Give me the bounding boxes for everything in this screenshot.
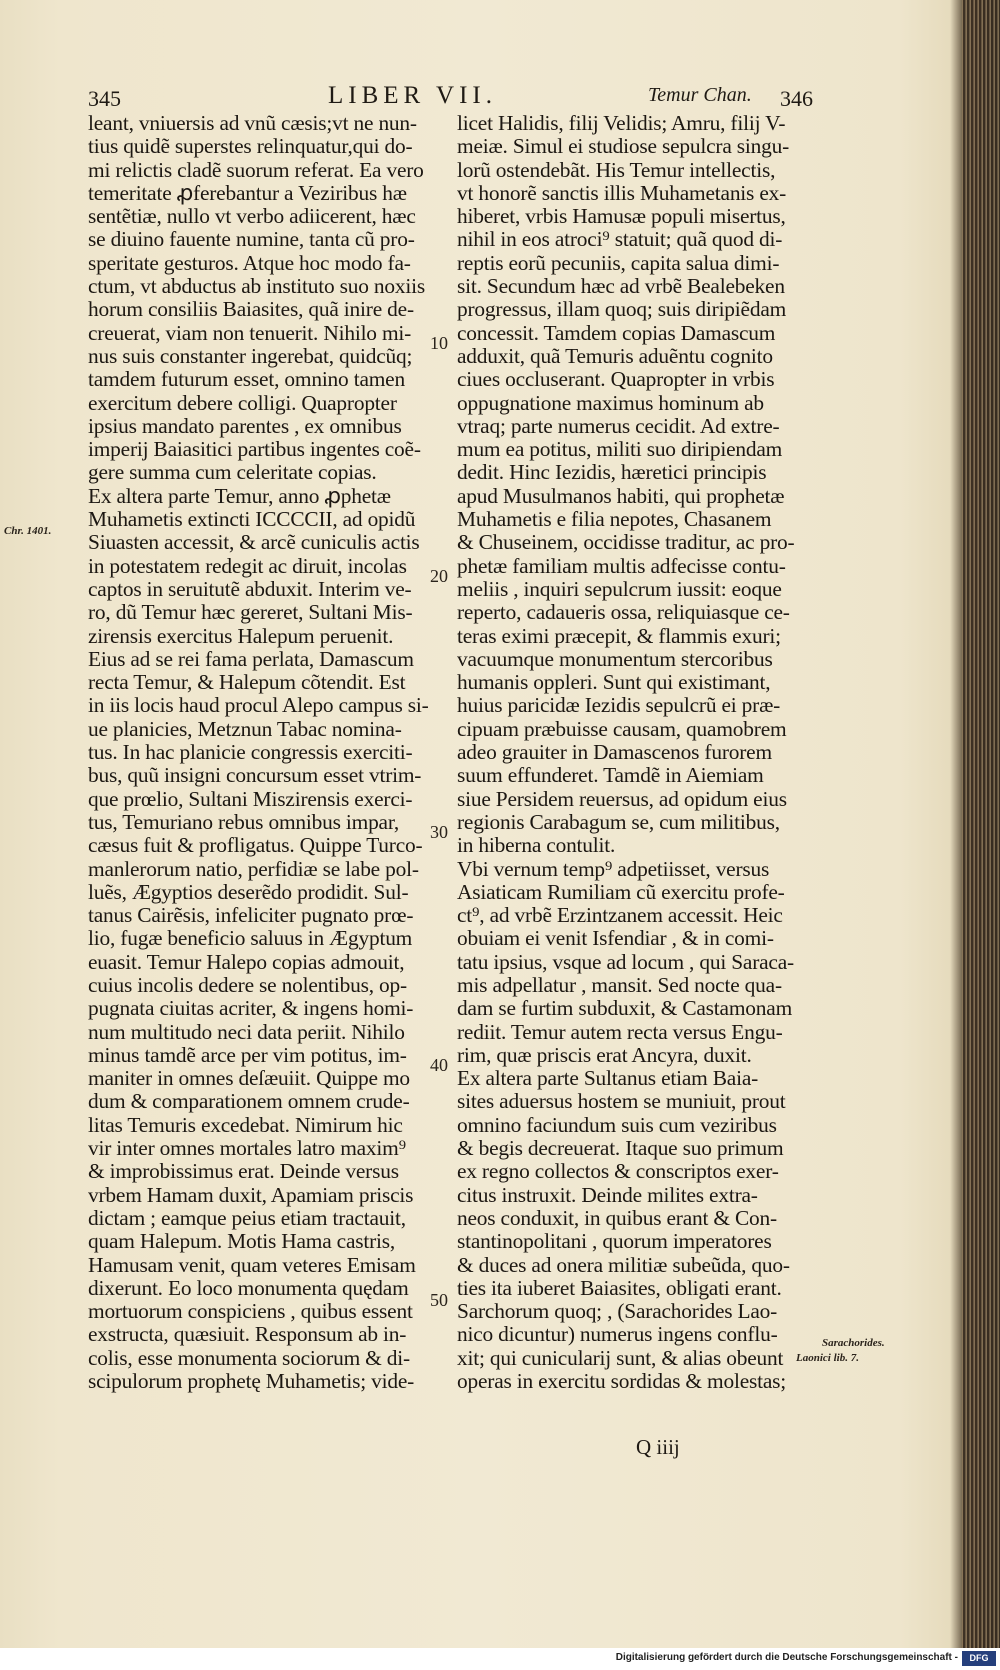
right-page-number: 346 [780,86,813,111]
text-line: & Chuseinem, occidisse traditur, ac pro- [457,530,795,555]
text-line: ties ita iuberet Baiasites, obligati erant. [457,1275,782,1300]
text-line: vt honorẽ sanctis illis Muhametanis ex- [457,180,787,205]
text-line: mis adpellatur , mansit. Sed nocte qua- [457,972,782,997]
text-line: meliis , inquiri sepulcrum iussit: eoque [457,576,782,601]
text-line: apud Musulmanos habiti, qui prophetæ [457,483,785,508]
text-line: citus instruxit. Deinde milites extra- [457,1182,758,1207]
margin-reference-line1: Sarachorides. [822,1337,885,1349]
text-line: neos conduxit, in quibus erant & Con- [457,1205,777,1230]
book-page-edges [962,0,1000,1648]
text-line: ipsius mandato parentes , ex omnibus [88,413,402,438]
signature-mark: Q iiij [636,1435,680,1459]
left-page-number: 345 [88,86,121,111]
text-line: regionis Carabagum se, cum militibus, [457,809,780,834]
text-line: Ex altera parte Sultanus etiam Baia- [457,1066,759,1091]
text-line: tanus Cairẽsis, infeliciter pugnato prœ- [88,903,414,928]
text-line: Sarchorum quoq; , (Sarachorides Lao- [457,1299,778,1324]
text-line: ro, dũ Temur hæc gereret, Sultani Mis- [88,600,413,625]
text-line: omnino faciundum suis cum veziribus [457,1112,777,1137]
text-line: maniter in omnes deſæuiit. Quippe mo [88,1066,410,1091]
text-line: vacuumque monumentum stercoribus [457,646,773,671]
text-line: in hiberna contulit. [457,833,616,858]
text-line: rim, quæ priscis erat Ancyra, duxit. [457,1042,752,1067]
text-line: exstructa, quæsiuit. Responsum ab in- [88,1322,407,1347]
text-line: Eius ad se rei fama perlata, Damascum [88,646,414,671]
text-line: dictam ; eamque peius etiam tractauit, [88,1205,406,1230]
text-line: in potestatem redegit ac diruit, incolas [88,553,407,578]
gutter-line-number: 10 [430,333,448,353]
margin-reference-line2: Laonici lib. 7. [796,1352,859,1364]
text-line: tatu ipsius, vsque ad locum , qui Saraca- [457,949,794,974]
text-line: euasit. Temur Halepo copias admouit, [88,949,405,974]
text-line: reperto, cadaueris ossa, reliquiasque ce- [457,600,790,625]
text-line: colis, esse monumenta sociorum & di- [88,1345,410,1370]
text-line: leant, vniuersis ad vnũ cæsis;vt ne nun- [88,111,417,135]
text-line: nus suis constanter ingerebat, quidcũq; [88,343,413,368]
text-line: speritate gesturos. Atque hoc modo fa- [88,250,411,275]
text-line: ex regno collectos & conscriptos exer- [457,1159,779,1184]
text-line: imperij Baiasitici partibus ingentes coẽ- [88,437,421,462]
text-line: Muhametis e filia nepotes, Chasanem [457,507,772,532]
text-line: in iis locis haud procul Alepo campus si- [88,693,429,718]
text-line: rediit. Temur autem recta versus Engu- [457,1019,783,1044]
text-line: mi relictis cladẽ suorum referat. Ea vero [88,157,424,182]
text-line: dedit. Hinc Iezidis, hæretici principis [457,460,767,485]
text-line: teras eximi præcepit, & flammis exuri; [457,623,781,648]
text-line: operas in exercitu sordidas & molestas; [457,1369,787,1394]
text-line: lorũ ostendebãt. His Temur intellectis, [457,157,776,182]
text-line: cæsus fuit & profligatus. Quippe Turco- [88,833,423,858]
text-line: siue Persidem reuersus, ad opidum eius [457,786,787,811]
footer-bar [0,1648,1000,1670]
text-line: obuiam ei venit Isfendiar , & in comi- [457,926,774,951]
text-line: quam Halepum. Motis Hama castris, [88,1229,396,1254]
text-line: bus, quũ insigni concursum esset vtrim- [88,763,422,788]
text-line: Asiaticam Rumiliam cũ exercitu profe- [457,879,785,904]
text-line: Hamusam venit, quam veteres Emisam [88,1252,416,1277]
text-line: xit; qui cunicularij sunt, & alias obeunt [457,1345,784,1370]
text-line: dixerunt. Eo loco monumenta quędam [88,1275,409,1300]
text-line: reptis eorũ pecuniis, capita salua dimi- [457,250,780,275]
text-line: phetæ familiam multis adfecisse contu- [457,553,786,578]
text-line: nihil in eos atroci⁹ statuit; quã quod di- [457,227,783,252]
text-line: & begis decreuerat. Itaque suo primum [457,1136,784,1161]
text-line: hiberet, vrbis Hamusæ populi misertus, [457,204,786,229]
left-text-column [88,111,429,1394]
text-line: horum consiliis Baiasites, quã inire de- [88,297,414,322]
text-line: Ex altera parte Temur, anno ꝓphetæ [88,483,391,508]
text-line: pugnata ciuitas acriter, & ingens homi- [88,996,414,1021]
text-line: concessit. Tamdem copias Damascum [457,320,776,345]
text-line: cuius incolis dedere se nolentibus, op- [88,972,407,997]
text-line: tus. In hac planicie congressis exerciti- [88,740,413,765]
text-line: nico dicuntur) numerus ingens conflu- [457,1322,778,1347]
text-line: Vbi vernum temp⁹ adpetiisset, versus [457,856,770,881]
text-line: stantinopolitani , quorum imperatores [457,1229,772,1254]
text-line: temeritate ꝓferebantur a Veziribus hæ [88,180,407,205]
dfg-logo: DFG [962,1651,996,1666]
text-line: tius quidẽ superstes relinquatur,qui do- [88,134,413,159]
text-line: sit. Secundum hæc ad vrbẽ Bealebeken [457,274,785,299]
text-line: sentẽtiæ, nullo vt verbo adiicerent, hæc [88,204,416,229]
text-line: ue planicies, Metznun Tabac nomina- [88,716,402,741]
text-line: & improbissimus erat. Deinde versus [88,1159,399,1184]
funding-credit: Digitalisierung gefördert durch die Deutsche Forschungsgemeinschaft - [615,1652,958,1663]
text-line: manlerorum natio, perfidiæ se labe pol- [88,856,419,881]
text-line: mum ea potitus, militi suo diripiendam [457,437,783,462]
text-line: licet Halidis, filij Velidis; Amru, filij V- [457,111,786,135]
text-line: ct⁹, ad vrbẽ Erzintzanem accessit. Heic [457,903,783,928]
text-line: & duces ad onera militiæ subeũda, quo- [457,1252,790,1277]
text-line: tamdem futurum esset, omnino tamen [88,367,405,392]
text-line: ctum, vt abductus ab instituto suo noxiis [88,274,426,299]
text-line: num multitudo neci data periit. Nihilo [88,1019,405,1044]
gutter-line-number: 40 [430,1055,448,1075]
text-line: captos in seruitutẽ abduxit. Interim ve- [88,576,412,601]
right-text-column [457,112,793,1393]
text-line: vrbem Hamam duxit, Apamiam priscis [88,1182,414,1207]
text-line: Siuasten accessit, & arcẽ cuniculis actis [88,530,420,555]
text-line: exercitum debere colligi. Quapropter [88,390,397,415]
running-title: Temur Chan. [648,84,752,106]
running-header [78,82,823,112]
text-line: huius paricidæ Iezidis sepulcrũ ei præ- [457,693,781,718]
text-line: oppugnatione maximus hominum ab [457,390,764,415]
book-title: LIBER VII. [328,82,497,109]
text-line: gere summa cum celeritate copias. [88,460,377,485]
text-line: litas Temuris excedebat. Nimirum hic [88,1112,403,1137]
text-line: que prœlio, Sultani Miszirensis exerci- [88,786,413,811]
text-line: minus tamdẽ arce per vim potitus, im- [88,1042,407,1067]
text-line: humanis oppleri. Sunt qui existimant, [457,670,771,695]
text-line: creuerat, viam non tenuerit. Nihilo mi- [88,320,412,345]
text-line: zirensis exercitus Halepum peruenit. [88,623,394,648]
gutter-line-number: 20 [430,566,448,586]
text-line: ciues occluserant. Quapropter in vrbis [457,367,775,392]
text-line: adeo grauiter in Damascenos furorem [457,740,772,765]
text-line: sites aduersus hostem se muniuit, prout [457,1089,786,1114]
text-line: vir inter omnes mortales latro maxim⁹ [88,1136,406,1161]
text-line: meiæ. Simul ei studiose sepulcra singu- [457,134,790,159]
text-line: se diuino fauente numine, tanta cũ pro- [88,227,415,252]
text-line: lio, fugæ beneficio saluus in Ægyptum [88,926,413,951]
text-line: progressus, illam quoq; suis diripiẽdam [457,297,787,322]
margin-year-note: Chr. 1401. [4,525,52,537]
text-line: recta Temur, & Halepum cõtendit. Est [88,670,406,695]
text-line: mortuorum conspiciens , quibus essent [88,1299,413,1324]
text-line: suum effunderet. Tamdẽ in Aiemiam [457,763,764,788]
gutter-line-number: 30 [430,822,448,842]
text-line: vtraq; parte numerus cecidit. Ad extre- [457,413,780,438]
text-line: adduxit, quã Temuris aduẽntu cognito [457,343,773,368]
text-line: cipuam præbuisse causam, quamobrem [457,716,787,741]
text-line: Muhametis extincti ICCCCII, ad opidũ [88,507,416,532]
text-line: tus, Temuriano rebus omnibus impar, [88,809,400,834]
gutter-line-number: 50 [430,1290,448,1310]
text-line: scipulorum prophetę Muhametis; vide- [88,1369,415,1394]
text-line: luẽs, Ægyptios deserẽdo prodidit. Sul- [88,879,409,904]
text-line: dum & comparationem omnem crude- [88,1089,410,1114]
text-line: dam se furtim subduxit, & Castamonam [457,996,793,1021]
